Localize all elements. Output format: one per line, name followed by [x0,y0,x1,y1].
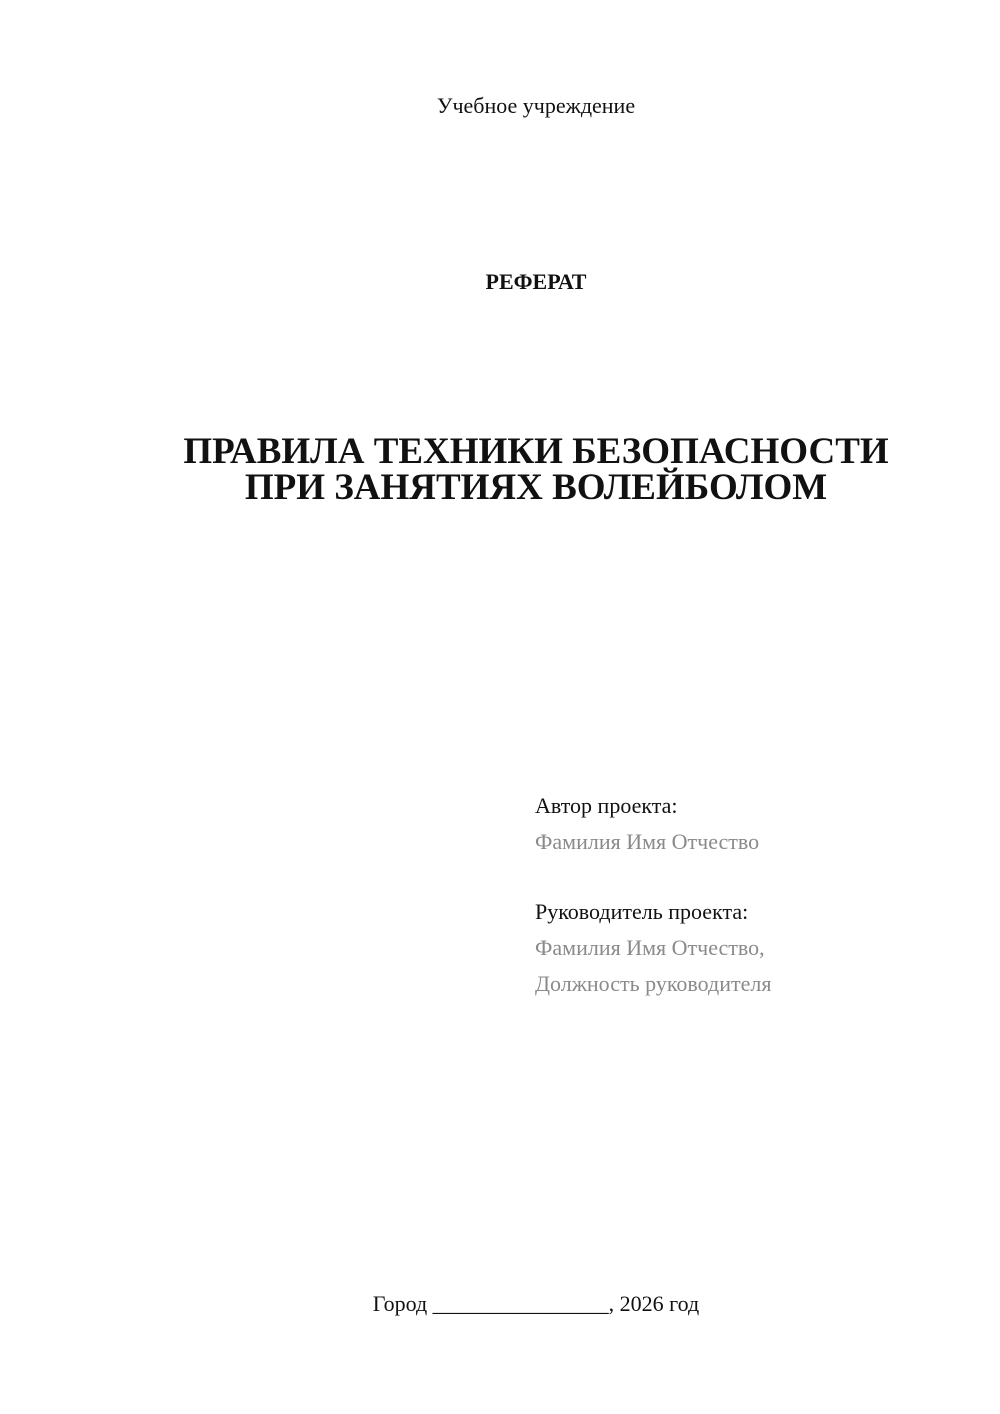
title-line-1: ПРАВИЛА ТЕХНИКИ БЕЗОПАСНОСТИ [183,431,889,472]
author-name: Фамилия Имя Отчество [535,829,760,854]
supervisor-label: Руководитель проекта: [535,899,749,924]
title-line-2: ПРИ ЗАНЯТИЯХ ВОЛЕЙБОЛОМ [244,467,828,508]
supervisor-name: Фамилия Имя Отчество, [535,935,765,960]
credits-block [535,788,975,1002]
document-title [0,431,1000,508]
document-type: РЕФЕРАТ [485,269,587,294]
author-label: Автор проекта: [535,793,678,818]
credits-spacer [535,860,975,894]
supervisor-position: Должность руководителя [535,971,772,996]
institution-name: Учебное учреждение [436,93,636,118]
city-year-line: Город ________________, 2026 год [372,1291,700,1316]
